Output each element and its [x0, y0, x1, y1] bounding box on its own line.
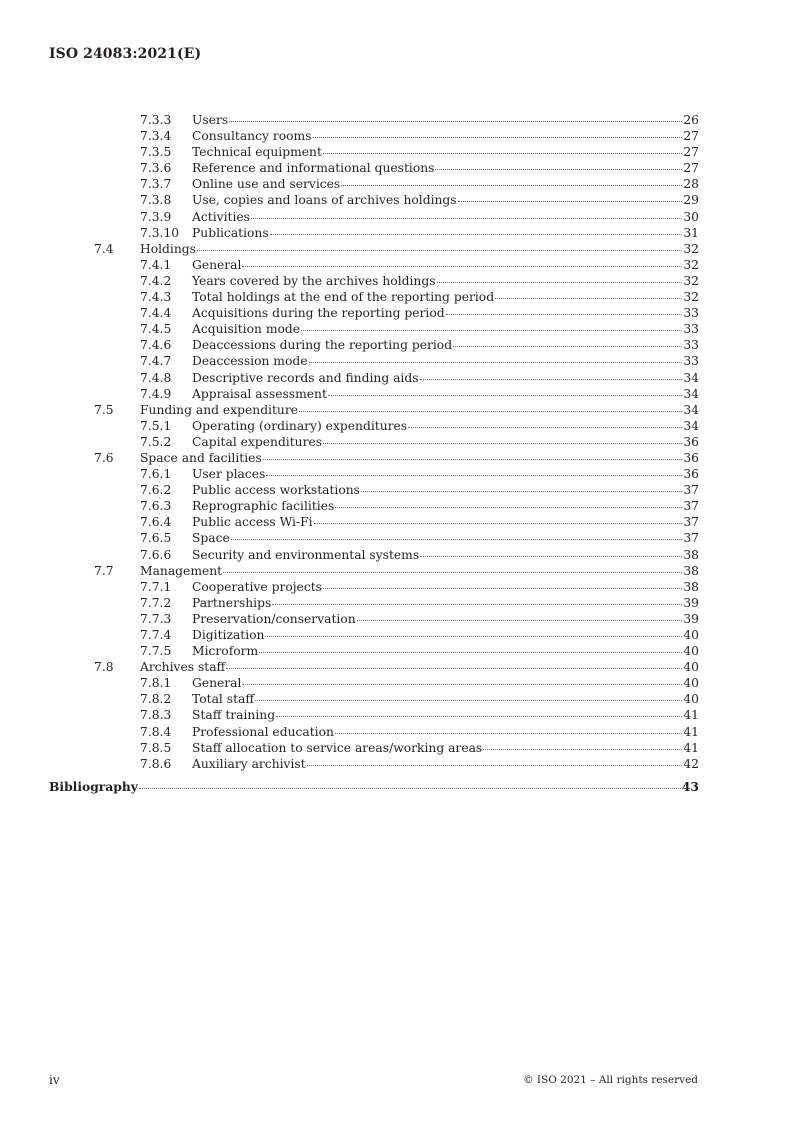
toc-entry-title: Digitization [192, 628, 265, 642]
toc-leader-dots [259, 651, 682, 653]
toc-entry[interactable] [49, 402, 699, 418]
document-id-header: ISO 24083:2021(E) [49, 46, 202, 62]
toc-entry-number: 7.3.3 [140, 113, 172, 127]
toc-leader-dots [335, 506, 682, 508]
toc-entry-number: 7.6.5 [140, 531, 172, 546]
toc-leader-dots [270, 233, 683, 235]
toc-entry-title: Users [192, 113, 229, 127]
toc-leader-dots [231, 538, 683, 540]
toc-entry-title: Cooperative projects [192, 579, 322, 594]
toc-entry-title: Staff allocation to service areas/working areas [192, 740, 483, 755]
toc-leader-dots [226, 667, 682, 669]
toc-entry-title: Total staff [192, 692, 255, 707]
toc-entry-page: 32 [683, 273, 699, 288]
toc-entry-title: Reference and informational questions [192, 161, 435, 176]
toc-entry[interactable] [49, 611, 699, 627]
toc-entry[interactable] [49, 627, 699, 643]
toc-entry-page: 33 [683, 338, 699, 353]
toc-entry-number: 7.7.3 [140, 611, 172, 626]
toc-entry-page: 27 [683, 129, 699, 144]
toc-entry-number: 7.4.6 [140, 338, 172, 353]
toc-leader-dots [242, 683, 682, 685]
toc-entry-page: 40 [683, 660, 699, 675]
toc-entry[interactable] [49, 707, 699, 723]
toc-entry-page: 42 [683, 756, 699, 771]
toc-entry[interactable] [49, 466, 699, 482]
toc-entry[interactable] [49, 225, 699, 241]
toc-entry[interactable] [49, 273, 699, 289]
toc-entry-page: 32 [683, 290, 699, 305]
toc-entry-number: 7.6 [94, 450, 114, 465]
toc-entry[interactable] [49, 305, 699, 321]
toc-leader-dots [328, 394, 682, 396]
toc-entry-page: 40 [683, 628, 699, 642]
toc-entry[interactable] [49, 740, 699, 756]
toc-entry-page: 38 [683, 579, 699, 594]
toc-entry[interactable] [49, 241, 699, 257]
toc-entry-page: 41 [683, 724, 699, 739]
toc-entry-title: Deaccession mode [192, 354, 308, 369]
toc-entry-title: General [192, 257, 242, 272]
toc-entry-title: Microform [192, 644, 259, 659]
toc-entry-page: 27 [683, 145, 699, 160]
toc-entry[interactable] [49, 514, 699, 530]
toc-entry-page: 33 [683, 354, 699, 369]
toc-entry-number: 7.8.4 [140, 724, 172, 739]
toc-entry[interactable] [49, 547, 699, 563]
toc-entry-number: 7.5 [94, 402, 114, 417]
toc-entry-page: 36 [683, 467, 699, 482]
toc-entry-page: 32 [683, 257, 699, 272]
toc-entry-page: 37 [683, 531, 699, 546]
toc-entry-page: 28 [683, 177, 699, 192]
toc-entry-number: 7.8.3 [140, 708, 172, 723]
toc-entry-number: 7.5.1 [140, 418, 172, 433]
toc-entry-title: Bibliography [49, 778, 138, 794]
toc-entry[interactable] [49, 675, 699, 691]
copyright-notice: © ISO 2021 – All rights reserved [523, 1074, 698, 1086]
toc-leader-dots [263, 458, 683, 460]
toc-entry[interactable] [49, 434, 699, 450]
toc-leader-dots [313, 136, 683, 138]
toc-entry-number: 7.8.6 [140, 756, 172, 771]
toc-entry-number: 7.5.2 [140, 434, 172, 449]
toc-entry-title: Acquisition mode [192, 322, 301, 337]
toc-entry-title: Capital expenditures [192, 434, 323, 449]
toc-entry-number: 7.4.2 [140, 273, 172, 288]
toc-entry[interactable] [49, 176, 699, 192]
toc-leader-dots [446, 313, 683, 315]
toc-entry-page: 38 [683, 547, 699, 562]
toc-entry-number: 7.6.4 [140, 515, 172, 530]
toc-entry-title: Descriptive records and finding aids [192, 370, 419, 385]
toc-entry-title: Years covered by the archives holdings [192, 273, 436, 288]
toc-entry[interactable] [49, 530, 699, 546]
toc-leader-dots [408, 426, 682, 428]
toc-leader-dots [420, 555, 682, 557]
toc-entry-page: 33 [683, 306, 699, 321]
toc-entry-title: Partnerships [192, 595, 272, 610]
toc-entry-title: Online use and services [192, 177, 341, 192]
toc-entry-number: 7.6.2 [140, 483, 172, 498]
toc-leader-dots [299, 410, 682, 412]
toc-entry[interactable] [49, 643, 699, 659]
toc-entry-title: Technical equipment [192, 145, 322, 160]
toc-entry-page: 39 [683, 611, 699, 626]
toc-entry[interactable] [49, 370, 699, 386]
toc-entry[interactable] [49, 595, 699, 611]
toc-entry-title: Acquisitions during the reporting period [192, 306, 445, 321]
toc-leader-dots [361, 490, 682, 492]
toc-entry-number: 7.3.10 [140, 225, 180, 240]
toc-entry-page: 37 [683, 515, 699, 530]
toc-entry-page: 36 [683, 434, 699, 449]
toc-entry-number: 7.4.8 [140, 370, 172, 385]
table-of-contents [49, 112, 699, 795]
toc-entry-title: Consultancy rooms [192, 129, 312, 144]
toc-entry-title: Professional education [192, 724, 334, 739]
toc-entry[interactable] [49, 659, 699, 675]
toc-entry-number: 7.4.3 [140, 290, 172, 305]
toc-entry-number: 7.4.4 [140, 306, 172, 321]
toc-entry-page: 43 [681, 778, 699, 794]
toc-leader-dots [276, 715, 682, 717]
toc-entry-page: 34 [683, 402, 699, 417]
toc-leader-dots [265, 635, 682, 637]
toc-entry-page: 38 [683, 563, 699, 578]
toc-entry-page: 33 [683, 322, 699, 337]
toc-entry[interactable] [49, 386, 699, 402]
toc-entry-page: 31 [683, 225, 699, 240]
toc-entry-number: 7.6.6 [140, 547, 172, 562]
toc-entry-title: Staff training [192, 708, 276, 723]
toc-entry[interactable] [49, 160, 699, 176]
toc-leader-dots [197, 249, 682, 251]
toc-entry-number: 7.8 [94, 660, 114, 675]
toc-entry-title: Funding and expenditure [140, 402, 299, 417]
toc-entry-number: 7.7.5 [140, 644, 172, 659]
toc-leader-dots [323, 587, 682, 589]
toc-entry-title: Management [140, 563, 223, 578]
toc-entry[interactable] [49, 498, 699, 514]
toc-entry[interactable] [49, 563, 699, 579]
toc-entry-title: Archives staff [140, 660, 226, 675]
toc-entry-title: Operating (ordinary) expenditures [192, 418, 408, 433]
toc-entry-title: Holdings [140, 241, 196, 256]
toc-leader-dots [242, 265, 682, 267]
toc-entry-title: Reprographic facilities [192, 499, 335, 514]
toc-entry-number: 7.3.4 [140, 129, 172, 144]
toc-entry-number: 7.3.7 [140, 177, 172, 192]
toc-leader-dots [495, 297, 682, 299]
toc-entry-page: 37 [683, 483, 699, 498]
toc-entry[interactable] [49, 353, 699, 369]
toc-leader-dots [307, 764, 683, 766]
toc-entry-title: Publications [192, 225, 269, 240]
toc-entry[interactable] [49, 257, 699, 273]
toc-leader-dots [323, 152, 682, 154]
toc-entry-number: 7.4.1 [140, 257, 172, 272]
toc-entry[interactable] [49, 691, 699, 707]
toc-entry[interactable] [49, 418, 699, 434]
toc-entry-number: 7.8.5 [140, 740, 172, 755]
toc-leader-dots [309, 361, 683, 363]
toc-entry-title: User places [192, 467, 266, 482]
toc-entry-page: 34 [683, 386, 699, 401]
toc-entry-page: 37 [683, 499, 699, 514]
toc-entry[interactable] [49, 450, 699, 466]
toc-leader-dots [251, 217, 682, 219]
toc-entry-title: Total holdings at the end of the reporting period [192, 290, 495, 305]
toc-entry[interactable] [49, 192, 699, 208]
toc-entry-page: 27 [683, 161, 699, 176]
toc-entry-number: 7.6.3 [140, 499, 172, 514]
toc-entry-number: 7.7.2 [140, 595, 172, 610]
toc-entry-title: Deaccessions during the reporting period [192, 338, 453, 353]
toc-leader-dots [357, 619, 683, 621]
toc-entry-number: 7.3.8 [140, 193, 172, 208]
toc-leader-dots [314, 522, 683, 524]
toc-entry[interactable] [49, 579, 699, 595]
toc-leader-dots [255, 699, 682, 701]
toc-entry-title: Public access workstations [192, 483, 360, 498]
toc-entry-page: 40 [683, 692, 699, 707]
toc-entry-page: 34 [683, 370, 699, 385]
toc-leader-dots [301, 329, 682, 331]
toc-entry-title: Preservation/conservation [192, 611, 356, 626]
toc-leader-dots [437, 281, 683, 283]
toc-entry-title: Public access Wi-Fi [192, 515, 313, 530]
toc-entry-number: 7.7.4 [140, 628, 172, 642]
toc-entry-number: 7.4 [94, 241, 114, 256]
toc-entry[interactable] [49, 756, 699, 772]
toc-entry-title: Space and facilities [140, 450, 262, 465]
toc-entry[interactable] [49, 144, 699, 160]
toc-entry-page: 39 [683, 595, 699, 610]
toc-entry[interactable] [49, 482, 699, 498]
toc-entry-page: 41 [683, 708, 699, 723]
toc-leader-dots [229, 120, 682, 122]
toc-leader-dots [420, 378, 683, 380]
toc-entry-title: Space [192, 531, 230, 546]
toc-entry[interactable] [49, 337, 699, 353]
toc-entry[interactable] [49, 321, 699, 337]
page-number: iv [49, 1073, 60, 1087]
toc-entry-number: 7.7 [94, 563, 114, 578]
toc-entry-page: 32 [683, 241, 699, 256]
toc-entry[interactable] [49, 128, 699, 144]
toc-entry-number: 7.7.1 [140, 579, 172, 594]
toc-entry-page: 36 [683, 450, 699, 465]
toc-entry-page: 40 [683, 676, 699, 691]
toc-entry-title: Security and environmental systems [192, 547, 420, 562]
toc-entry-page: 40 [683, 644, 699, 659]
toc-entry-title: Use, copies and loans of archives holdings [192, 193, 457, 208]
toc-entry-title: General [192, 676, 242, 691]
toc-entry-title: Auxiliary archivist [192, 756, 306, 771]
toc-entry[interactable] [49, 289, 699, 305]
toc-entry-bibliography[interactable] [49, 779, 699, 795]
toc-leader-dots [453, 345, 682, 347]
toc-entry-number: 7.3.6 [140, 161, 172, 176]
toc-entry-number: 7.4.9 [140, 386, 172, 401]
toc-entry-page: 26 [683, 113, 699, 127]
toc-leader-dots [323, 442, 682, 444]
toc-entry-title: Activities [192, 209, 250, 224]
toc-entry-page: 29 [683, 193, 699, 208]
toc-entry-page: 34 [683, 418, 699, 433]
toc-entry[interactable] [49, 112, 699, 128]
toc-entry-page: 30 [683, 209, 699, 224]
toc-entry-number: 7.8.1 [140, 676, 172, 691]
toc-entry-number: 7.4.5 [140, 322, 172, 337]
toc-leader-dots [458, 200, 683, 202]
toc-entry-number: 7.3.5 [140, 145, 172, 160]
toc-entry-number: 7.6.1 [140, 467, 172, 482]
toc-leader-dots [335, 732, 682, 734]
toc-entry-number: 7.3.9 [140, 209, 172, 224]
toc-entry-title: Appraisal assessment [192, 386, 327, 401]
toc-leader-dots [223, 571, 682, 573]
toc-leader-dots [139, 787, 681, 789]
toc-leader-dots [435, 168, 682, 170]
toc-leader-dots [272, 603, 682, 605]
toc-entry[interactable] [49, 209, 699, 225]
toc-entry-page: 41 [683, 740, 699, 755]
toc-leader-dots [341, 184, 682, 186]
toc-entry-number: 7.4.7 [140, 354, 172, 369]
toc-entry[interactable] [49, 724, 699, 740]
toc-leader-dots [266, 474, 682, 476]
toc-entry-number: 7.8.2 [140, 692, 172, 707]
toc-leader-dots [483, 748, 682, 750]
